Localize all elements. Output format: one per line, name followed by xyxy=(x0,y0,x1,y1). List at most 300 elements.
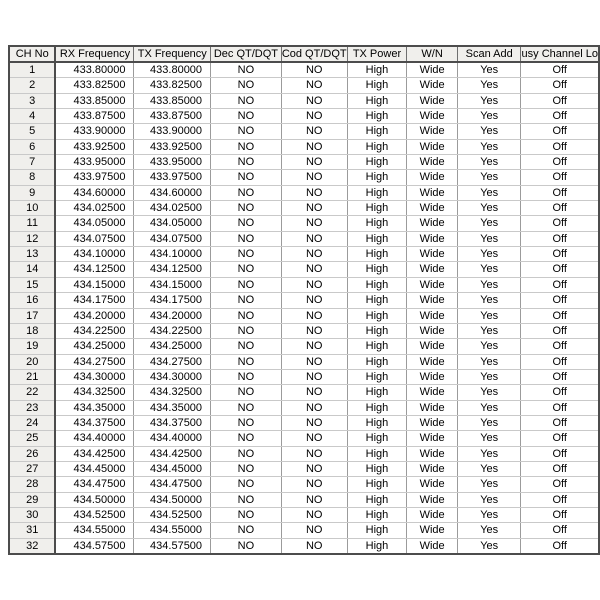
cell-busy-channel-lockout[interactable]: Off xyxy=(521,369,599,384)
cell-scan-add[interactable]: Yes xyxy=(457,523,521,538)
cell-busy-channel-lockout[interactable]: Off xyxy=(521,323,599,338)
cell-tx-power[interactable]: High xyxy=(347,523,407,538)
cell-dec-qt-dqt[interactable]: NO xyxy=(211,339,282,354)
cell-ch-no[interactable]: 26 xyxy=(9,446,55,461)
cell-tx-frequency[interactable]: 433.82500 xyxy=(134,78,211,93)
cell-rx-frequency[interactable]: 433.95000 xyxy=(55,155,134,170)
cell-wn[interactable]: Wide xyxy=(407,247,458,262)
cell-tx-power[interactable]: High xyxy=(347,431,407,446)
cell-scan-add[interactable]: Yes xyxy=(457,201,521,216)
cell-cod-qt-dqt[interactable]: NO xyxy=(281,323,347,338)
cell-wn[interactable]: Wide xyxy=(407,109,458,124)
cell-rx-frequency[interactable]: 434.50000 xyxy=(55,492,134,507)
cell-tx-power[interactable]: High xyxy=(347,201,407,216)
cell-tx-frequency[interactable]: 433.85000 xyxy=(134,93,211,108)
cell-busy-channel-lockout[interactable]: Off xyxy=(521,109,599,124)
cell-ch-no[interactable]: 30 xyxy=(9,507,55,522)
cell-cod-qt-dqt[interactable]: NO xyxy=(281,247,347,262)
cell-rx-frequency[interactable]: 433.85000 xyxy=(55,93,134,108)
cell-dec-qt-dqt[interactable]: NO xyxy=(211,308,282,323)
cell-tx-power[interactable]: High xyxy=(347,492,407,507)
cell-dec-qt-dqt[interactable]: NO xyxy=(211,109,282,124)
cell-ch-no[interactable]: 15 xyxy=(9,277,55,292)
cell-scan-add[interactable]: Yes xyxy=(457,231,521,246)
cell-cod-qt-dqt[interactable]: NO xyxy=(281,461,347,476)
cell-scan-add[interactable]: Yes xyxy=(457,109,521,124)
cell-dec-qt-dqt[interactable]: NO xyxy=(211,247,282,262)
cell-dec-qt-dqt[interactable]: NO xyxy=(211,507,282,522)
cell-cod-qt-dqt[interactable]: NO xyxy=(281,277,347,292)
cell-rx-frequency[interactable]: 434.05000 xyxy=(55,216,134,231)
cell-scan-add[interactable]: Yes xyxy=(457,492,521,507)
cell-ch-no[interactable]: 17 xyxy=(9,308,55,323)
cell-wn[interactable]: Wide xyxy=(407,62,458,78)
cell-wn[interactable]: Wide xyxy=(407,369,458,384)
cell-wn[interactable]: Wide xyxy=(407,216,458,231)
cell-scan-add[interactable]: Yes xyxy=(457,93,521,108)
cell-tx-power[interactable]: High xyxy=(347,293,407,308)
cell-dec-qt-dqt[interactable]: NO xyxy=(211,431,282,446)
cell-cod-qt-dqt[interactable]: NO xyxy=(281,446,347,461)
cell-busy-channel-lockout[interactable]: Off xyxy=(521,78,599,93)
col-header-wn: W/N xyxy=(407,46,458,62)
cell-scan-add[interactable]: Yes xyxy=(457,277,521,292)
cell-ch-no[interactable]: 11 xyxy=(9,216,55,231)
cell-rx-frequency[interactable]: 433.87500 xyxy=(55,109,134,124)
cell-busy-channel-lockout[interactable]: Off xyxy=(521,155,599,170)
cell-wn[interactable]: Wide xyxy=(407,507,458,522)
cell-ch-no[interactable]: 18 xyxy=(9,323,55,338)
cell-rx-frequency[interactable]: 434.10000 xyxy=(55,247,134,262)
cell-tx-power[interactable]: High xyxy=(347,339,407,354)
cell-scan-add[interactable]: Yes xyxy=(457,170,521,185)
cell-scan-add[interactable]: Yes xyxy=(457,155,521,170)
cell-tx-power[interactable]: High xyxy=(347,415,407,430)
cell-ch-no[interactable]: 19 xyxy=(9,339,55,354)
cell-rx-frequency[interactable]: 433.80000 xyxy=(55,62,134,78)
cell-dec-qt-dqt[interactable]: NO xyxy=(211,277,282,292)
cell-wn[interactable]: Wide xyxy=(407,293,458,308)
cell-tx-power[interactable]: High xyxy=(347,538,407,554)
cell-busy-channel-lockout[interactable]: Off xyxy=(521,507,599,522)
cell-scan-add[interactable]: Yes xyxy=(457,415,521,430)
cell-rx-frequency[interactable]: 434.37500 xyxy=(55,415,134,430)
cell-rx-frequency[interactable]: 434.20000 xyxy=(55,308,134,323)
cell-cod-qt-dqt[interactable]: NO xyxy=(281,339,347,354)
cell-rx-frequency[interactable]: 433.90000 xyxy=(55,124,134,139)
cell-wn[interactable]: Wide xyxy=(407,170,458,185)
cell-scan-add[interactable]: Yes xyxy=(457,538,521,554)
cell-cod-qt-dqt[interactable]: NO xyxy=(281,431,347,446)
cell-busy-channel-lockout[interactable]: Off xyxy=(521,139,599,154)
cell-busy-channel-lockout[interactable]: Off xyxy=(521,308,599,323)
cell-busy-channel-lockout[interactable]: Off xyxy=(521,400,599,415)
cell-busy-channel-lockout[interactable]: Off xyxy=(521,216,599,231)
cell-ch-no[interactable]: 27 xyxy=(9,461,55,476)
cell-wn[interactable]: Wide xyxy=(407,308,458,323)
cell-ch-no[interactable]: 22 xyxy=(9,385,55,400)
cell-dec-qt-dqt[interactable]: NO xyxy=(211,354,282,369)
cell-ch-no[interactable]: 29 xyxy=(9,492,55,507)
cell-scan-add[interactable]: Yes xyxy=(457,354,521,369)
cell-wn[interactable]: Wide xyxy=(407,400,458,415)
cell-ch-no[interactable]: 16 xyxy=(9,293,55,308)
cell-cod-qt-dqt[interactable]: NO xyxy=(281,109,347,124)
cell-wn[interactable]: Wide xyxy=(407,461,458,476)
cell-wn[interactable]: Wide xyxy=(407,538,458,554)
cell-cod-qt-dqt[interactable]: NO xyxy=(281,124,347,139)
cell-wn[interactable]: Wide xyxy=(407,201,458,216)
cell-scan-add[interactable]: Yes xyxy=(457,139,521,154)
cell-scan-add[interactable]: Yes xyxy=(457,507,521,522)
cell-tx-power[interactable]: High xyxy=(347,124,407,139)
cell-busy-channel-lockout[interactable]: Off xyxy=(521,93,599,108)
cell-rx-frequency[interactable]: 434.12500 xyxy=(55,262,134,277)
cell-wn[interactable]: Wide xyxy=(407,492,458,507)
cell-busy-channel-lockout[interactable]: Off xyxy=(521,477,599,492)
cell-tx-frequency[interactable]: 433.92500 xyxy=(134,139,211,154)
cell-ch-no[interactable]: 20 xyxy=(9,354,55,369)
cell-ch-no[interactable]: 14 xyxy=(9,262,55,277)
channel-row xyxy=(9,323,599,338)
cell-busy-channel-lockout[interactable]: Off xyxy=(521,492,599,507)
cell-tx-frequency[interactable]: 433.90000 xyxy=(134,124,211,139)
cell-tx-frequency[interactable]: 434.35000 xyxy=(134,400,211,415)
cell-tx-power[interactable]: High xyxy=(347,400,407,415)
cell-busy-channel-lockout[interactable]: Off xyxy=(521,201,599,216)
cell-wn[interactable]: Wide xyxy=(407,231,458,246)
cell-tx-power[interactable]: High xyxy=(347,62,407,78)
cell-ch-no[interactable]: 8 xyxy=(9,170,55,185)
cell-rx-frequency[interactable]: 434.35000 xyxy=(55,400,134,415)
cell-wn[interactable]: Wide xyxy=(407,262,458,277)
cell-tx-power[interactable]: High xyxy=(347,247,407,262)
cell-cod-qt-dqt[interactable]: NO xyxy=(281,385,347,400)
cell-ch-no[interactable]: 24 xyxy=(9,415,55,430)
cell-busy-channel-lockout[interactable]: Off xyxy=(521,277,599,292)
cell-cod-qt-dqt[interactable]: NO xyxy=(281,185,347,200)
cell-scan-add[interactable]: Yes xyxy=(457,461,521,476)
cell-scan-add[interactable]: Yes xyxy=(457,369,521,384)
col-header-rx-frequency: RX Frequency xyxy=(55,46,134,62)
channel-row xyxy=(9,400,599,415)
cell-rx-frequency[interactable]: 434.52500 xyxy=(55,507,134,522)
cell-tx-frequency[interactable]: 434.52500 xyxy=(134,507,211,522)
cell-wn[interactable]: Wide xyxy=(407,339,458,354)
cell-cod-qt-dqt[interactable]: NO xyxy=(281,262,347,277)
cell-tx-power[interactable]: High xyxy=(347,323,407,338)
cell-tx-frequency[interactable]: 433.97500 xyxy=(134,170,211,185)
cell-tx-power[interactable]: High xyxy=(347,277,407,292)
cell-rx-frequency[interactable]: 434.57500 xyxy=(55,538,134,554)
cell-busy-channel-lockout[interactable]: Off xyxy=(521,538,599,554)
cell-ch-no[interactable]: 3 xyxy=(9,93,55,108)
cell-tx-power[interactable]: High xyxy=(347,308,407,323)
cell-scan-add[interactable]: Yes xyxy=(457,293,521,308)
cell-wn[interactable]: Wide xyxy=(407,323,458,338)
cell-cod-qt-dqt[interactable]: NO xyxy=(281,523,347,538)
cell-rx-frequency[interactable]: 434.27500 xyxy=(55,354,134,369)
cell-tx-frequency[interactable]: 434.32500 xyxy=(134,385,211,400)
cell-tx-power[interactable]: High xyxy=(347,170,407,185)
cell-dec-qt-dqt[interactable]: NO xyxy=(211,78,282,93)
cell-ch-no[interactable]: 6 xyxy=(9,139,55,154)
cell-rx-frequency[interactable]: 434.17500 xyxy=(55,293,134,308)
cell-cod-qt-dqt[interactable]: NO xyxy=(281,400,347,415)
channel-row xyxy=(9,507,599,522)
cell-scan-add[interactable]: Yes xyxy=(457,62,521,78)
cell-wn[interactable]: Wide xyxy=(407,354,458,369)
cell-ch-no[interactable]: 1 xyxy=(9,62,55,78)
cell-busy-channel-lockout[interactable]: Off xyxy=(521,293,599,308)
cell-wn[interactable]: Wide xyxy=(407,185,458,200)
cell-wn[interactable]: Wide xyxy=(407,139,458,154)
cell-cod-qt-dqt[interactable]: NO xyxy=(281,170,347,185)
cell-tx-frequency[interactable]: 434.45000 xyxy=(134,461,211,476)
cell-wn[interactable]: Wide xyxy=(407,415,458,430)
cell-wn[interactable]: Wide xyxy=(407,124,458,139)
cell-dec-qt-dqt[interactable]: NO xyxy=(211,369,282,384)
cell-tx-frequency[interactable]: 434.10000 xyxy=(134,247,211,262)
cell-tx-frequency[interactable]: 434.02500 xyxy=(134,201,211,216)
cell-busy-channel-lockout[interactable]: Off xyxy=(521,385,599,400)
cell-rx-frequency[interactable]: 434.15000 xyxy=(55,277,134,292)
channel-row xyxy=(9,231,599,246)
cell-scan-add[interactable]: Yes xyxy=(457,323,521,338)
cell-tx-frequency[interactable]: 433.80000 xyxy=(134,62,211,78)
cell-dec-qt-dqt[interactable]: NO xyxy=(211,461,282,476)
cell-wn[interactable]: Wide xyxy=(407,523,458,538)
cell-tx-frequency[interactable]: 434.27500 xyxy=(134,354,211,369)
cell-dec-qt-dqt[interactable]: NO xyxy=(211,492,282,507)
cell-tx-power[interactable]: High xyxy=(347,446,407,461)
cell-scan-add[interactable]: Yes xyxy=(457,431,521,446)
cell-tx-power[interactable]: High xyxy=(347,385,407,400)
cell-ch-no[interactable]: 31 xyxy=(9,523,55,538)
cell-scan-add[interactable]: Yes xyxy=(457,185,521,200)
cell-cod-qt-dqt[interactable]: NO xyxy=(281,293,347,308)
cell-cod-qt-dqt[interactable]: NO xyxy=(281,415,347,430)
cell-tx-frequency[interactable]: 434.15000 xyxy=(134,277,211,292)
cell-cod-qt-dqt[interactable]: NO xyxy=(281,231,347,246)
cell-rx-frequency[interactable]: 434.30000 xyxy=(55,369,134,384)
cell-busy-channel-lockout[interactable]: Off xyxy=(521,431,599,446)
cell-scan-add[interactable]: Yes xyxy=(457,124,521,139)
cell-tx-frequency[interactable]: 434.07500 xyxy=(134,231,211,246)
cell-tx-frequency[interactable]: 434.37500 xyxy=(134,415,211,430)
cell-wn[interactable]: Wide xyxy=(407,93,458,108)
cell-tx-frequency[interactable]: 434.20000 xyxy=(134,308,211,323)
cell-tx-power[interactable]: High xyxy=(347,262,407,277)
cell-cod-qt-dqt[interactable]: NO xyxy=(281,78,347,93)
cell-dec-qt-dqt[interactable]: NO xyxy=(211,477,282,492)
cell-tx-frequency[interactable]: 434.60000 xyxy=(134,185,211,200)
cell-scan-add[interactable]: Yes xyxy=(457,308,521,323)
cell-busy-channel-lockout[interactable]: Off xyxy=(521,231,599,246)
cell-ch-no[interactable]: 7 xyxy=(9,155,55,170)
cell-cod-qt-dqt[interactable]: NO xyxy=(281,201,347,216)
cell-tx-frequency[interactable]: 433.95000 xyxy=(134,155,211,170)
cell-dec-qt-dqt[interactable]: NO xyxy=(211,216,282,231)
cell-tx-frequency[interactable]: 434.47500 xyxy=(134,477,211,492)
cell-ch-no[interactable]: 9 xyxy=(9,185,55,200)
cell-cod-qt-dqt[interactable]: NO xyxy=(281,62,347,78)
cell-busy-channel-lockout[interactable]: Off xyxy=(521,124,599,139)
cell-tx-power[interactable]: High xyxy=(347,461,407,476)
cell-busy-channel-lockout[interactable]: Off xyxy=(521,185,599,200)
cell-dec-qt-dqt[interactable]: NO xyxy=(211,170,282,185)
cell-ch-no[interactable]: 5 xyxy=(9,124,55,139)
cell-tx-power[interactable]: High xyxy=(347,216,407,231)
cell-wn[interactable]: Wide xyxy=(407,446,458,461)
cell-dec-qt-dqt[interactable]: NO xyxy=(211,62,282,78)
cell-dec-qt-dqt[interactable]: NO xyxy=(211,262,282,277)
cell-dec-qt-dqt[interactable]: NO xyxy=(211,538,282,554)
cell-scan-add[interactable]: Yes xyxy=(457,385,521,400)
cell-rx-frequency[interactable]: 434.07500 xyxy=(55,231,134,246)
cell-ch-no[interactable]: 23 xyxy=(9,400,55,415)
cell-tx-frequency[interactable]: 434.30000 xyxy=(134,369,211,384)
cell-tx-power[interactable]: High xyxy=(347,109,407,124)
cell-rx-frequency[interactable]: 434.55000 xyxy=(55,523,134,538)
cell-ch-no[interactable]: 13 xyxy=(9,247,55,262)
cell-rx-frequency[interactable]: 434.32500 xyxy=(55,385,134,400)
cell-rx-frequency[interactable]: 434.42500 xyxy=(55,446,134,461)
cell-ch-no[interactable]: 10 xyxy=(9,201,55,216)
cell-tx-power[interactable]: High xyxy=(347,78,407,93)
cell-tx-frequency[interactable]: 434.42500 xyxy=(134,446,211,461)
cell-dec-qt-dqt[interactable]: NO xyxy=(211,446,282,461)
cell-scan-add[interactable]: Yes xyxy=(457,477,521,492)
cell-dec-qt-dqt[interactable]: NO xyxy=(211,323,282,338)
cell-wn[interactable]: Wide xyxy=(407,78,458,93)
cell-tx-power[interactable]: High xyxy=(347,354,407,369)
cell-cod-qt-dqt[interactable]: NO xyxy=(281,93,347,108)
cell-dec-qt-dqt[interactable]: NO xyxy=(211,293,282,308)
cell-rx-frequency[interactable]: 434.45000 xyxy=(55,461,134,476)
cell-tx-frequency[interactable]: 434.22500 xyxy=(134,323,211,338)
channel-row xyxy=(9,293,599,308)
cell-busy-channel-lockout[interactable]: Off xyxy=(521,339,599,354)
cell-cod-qt-dqt[interactable]: NO xyxy=(281,155,347,170)
cell-wn[interactable]: Wide xyxy=(407,477,458,492)
cell-cod-qt-dqt[interactable]: NO xyxy=(281,369,347,384)
cell-scan-add[interactable]: Yes xyxy=(457,262,521,277)
channel-row xyxy=(9,185,599,200)
cell-ch-no[interactable]: 4 xyxy=(9,109,55,124)
cell-scan-add[interactable]: Yes xyxy=(457,446,521,461)
cell-cod-qt-dqt[interactable]: NO xyxy=(281,139,347,154)
cell-busy-channel-lockout[interactable]: Off xyxy=(521,262,599,277)
cell-scan-add[interactable]: Yes xyxy=(457,247,521,262)
cell-cod-qt-dqt[interactable]: NO xyxy=(281,492,347,507)
cell-dec-qt-dqt[interactable]: NO xyxy=(211,385,282,400)
cell-tx-power[interactable]: High xyxy=(347,231,407,246)
cell-busy-channel-lockout[interactable]: Off xyxy=(521,446,599,461)
cell-ch-no[interactable]: 32 xyxy=(9,538,55,554)
cell-ch-no[interactable]: 25 xyxy=(9,431,55,446)
cell-ch-no[interactable]: 28 xyxy=(9,477,55,492)
cell-dec-qt-dqt[interactable]: NO xyxy=(211,155,282,170)
cell-cod-qt-dqt[interactable]: NO xyxy=(281,507,347,522)
cell-busy-channel-lockout[interactable]: Off xyxy=(521,461,599,476)
cell-rx-frequency[interactable]: 434.02500 xyxy=(55,201,134,216)
cell-wn[interactable]: Wide xyxy=(407,385,458,400)
cell-tx-power[interactable]: High xyxy=(347,93,407,108)
cell-cod-qt-dqt[interactable]: NO xyxy=(281,308,347,323)
cell-rx-frequency[interactable]: 434.25000 xyxy=(55,339,134,354)
cell-rx-frequency[interactable]: 433.92500 xyxy=(55,139,134,154)
col-header-ch-no: CH No xyxy=(9,46,55,62)
cell-tx-power[interactable]: High xyxy=(347,477,407,492)
cell-scan-add[interactable]: Yes xyxy=(457,216,521,231)
cell-rx-frequency[interactable]: 433.97500 xyxy=(55,170,134,185)
cell-wn[interactable]: Wide xyxy=(407,277,458,292)
cell-rx-frequency[interactable]: 434.40000 xyxy=(55,431,134,446)
cell-dec-qt-dqt[interactable]: NO xyxy=(211,400,282,415)
cell-wn[interactable]: Wide xyxy=(407,155,458,170)
cell-rx-frequency[interactable]: 434.22500 xyxy=(55,323,134,338)
cell-ch-no[interactable]: 21 xyxy=(9,369,55,384)
cell-scan-add[interactable]: Yes xyxy=(457,339,521,354)
cell-busy-channel-lockout[interactable]: Off xyxy=(521,247,599,262)
cell-dec-qt-dqt[interactable]: NO xyxy=(211,185,282,200)
cell-tx-frequency[interactable]: 434.55000 xyxy=(134,523,211,538)
cell-dec-qt-dqt[interactable]: NO xyxy=(211,93,282,108)
cell-cod-qt-dqt[interactable]: NO xyxy=(281,538,347,554)
cell-tx-frequency[interactable]: 434.40000 xyxy=(134,431,211,446)
cell-cod-qt-dqt[interactable]: NO xyxy=(281,216,347,231)
cell-tx-frequency[interactable]: 433.87500 xyxy=(134,109,211,124)
cell-cod-qt-dqt[interactable]: NO xyxy=(281,477,347,492)
channel-row xyxy=(9,62,599,78)
cell-tx-frequency[interactable]: 434.05000 xyxy=(134,216,211,231)
cell-scan-add[interactable]: Yes xyxy=(457,400,521,415)
cell-busy-channel-lockout[interactable]: Off xyxy=(521,170,599,185)
cell-ch-no[interactable]: 12 xyxy=(9,231,55,246)
cell-tx-frequency[interactable]: 434.25000 xyxy=(134,339,211,354)
cell-tx-frequency[interactable]: 434.12500 xyxy=(134,262,211,277)
cell-cod-qt-dqt[interactable]: NO xyxy=(281,354,347,369)
cell-tx-power[interactable]: High xyxy=(347,155,407,170)
cell-scan-add[interactable]: Yes xyxy=(457,78,521,93)
cell-tx-power[interactable]: High xyxy=(347,507,407,522)
col-header-scan-add: Scan Add xyxy=(457,46,521,62)
cell-rx-frequency[interactable]: 433.82500 xyxy=(55,78,134,93)
channel-row xyxy=(9,201,599,216)
cell-rx-frequency[interactable]: 434.60000 xyxy=(55,185,134,200)
cell-busy-channel-lockout[interactable]: Off xyxy=(521,415,599,430)
cell-dec-qt-dqt[interactable]: NO xyxy=(211,523,282,538)
cell-tx-frequency[interactable]: 434.17500 xyxy=(134,293,211,308)
cell-tx-frequency[interactable]: 434.50000 xyxy=(134,492,211,507)
cell-dec-qt-dqt[interactable]: NO xyxy=(211,415,282,430)
cell-rx-frequency[interactable]: 434.47500 xyxy=(55,477,134,492)
cell-tx-power[interactable]: High xyxy=(347,369,407,384)
cell-wn[interactable]: Wide xyxy=(407,431,458,446)
cell-ch-no[interactable]: 2 xyxy=(9,78,55,93)
cell-tx-frequency[interactable]: 434.57500 xyxy=(134,538,211,554)
cell-dec-qt-dqt[interactable]: NO xyxy=(211,124,282,139)
cell-dec-qt-dqt[interactable]: NO xyxy=(211,139,282,154)
cell-dec-qt-dqt[interactable]: NO xyxy=(211,231,282,246)
cell-busy-channel-lockout[interactable]: Off xyxy=(521,354,599,369)
cell-tx-power[interactable]: High xyxy=(347,185,407,200)
cell-dec-qt-dqt[interactable]: NO xyxy=(211,201,282,216)
cell-busy-channel-lockout[interactable]: Off xyxy=(521,523,599,538)
cell-busy-channel-lockout[interactable]: Off xyxy=(521,62,599,78)
cell-tx-power[interactable]: High xyxy=(347,139,407,154)
